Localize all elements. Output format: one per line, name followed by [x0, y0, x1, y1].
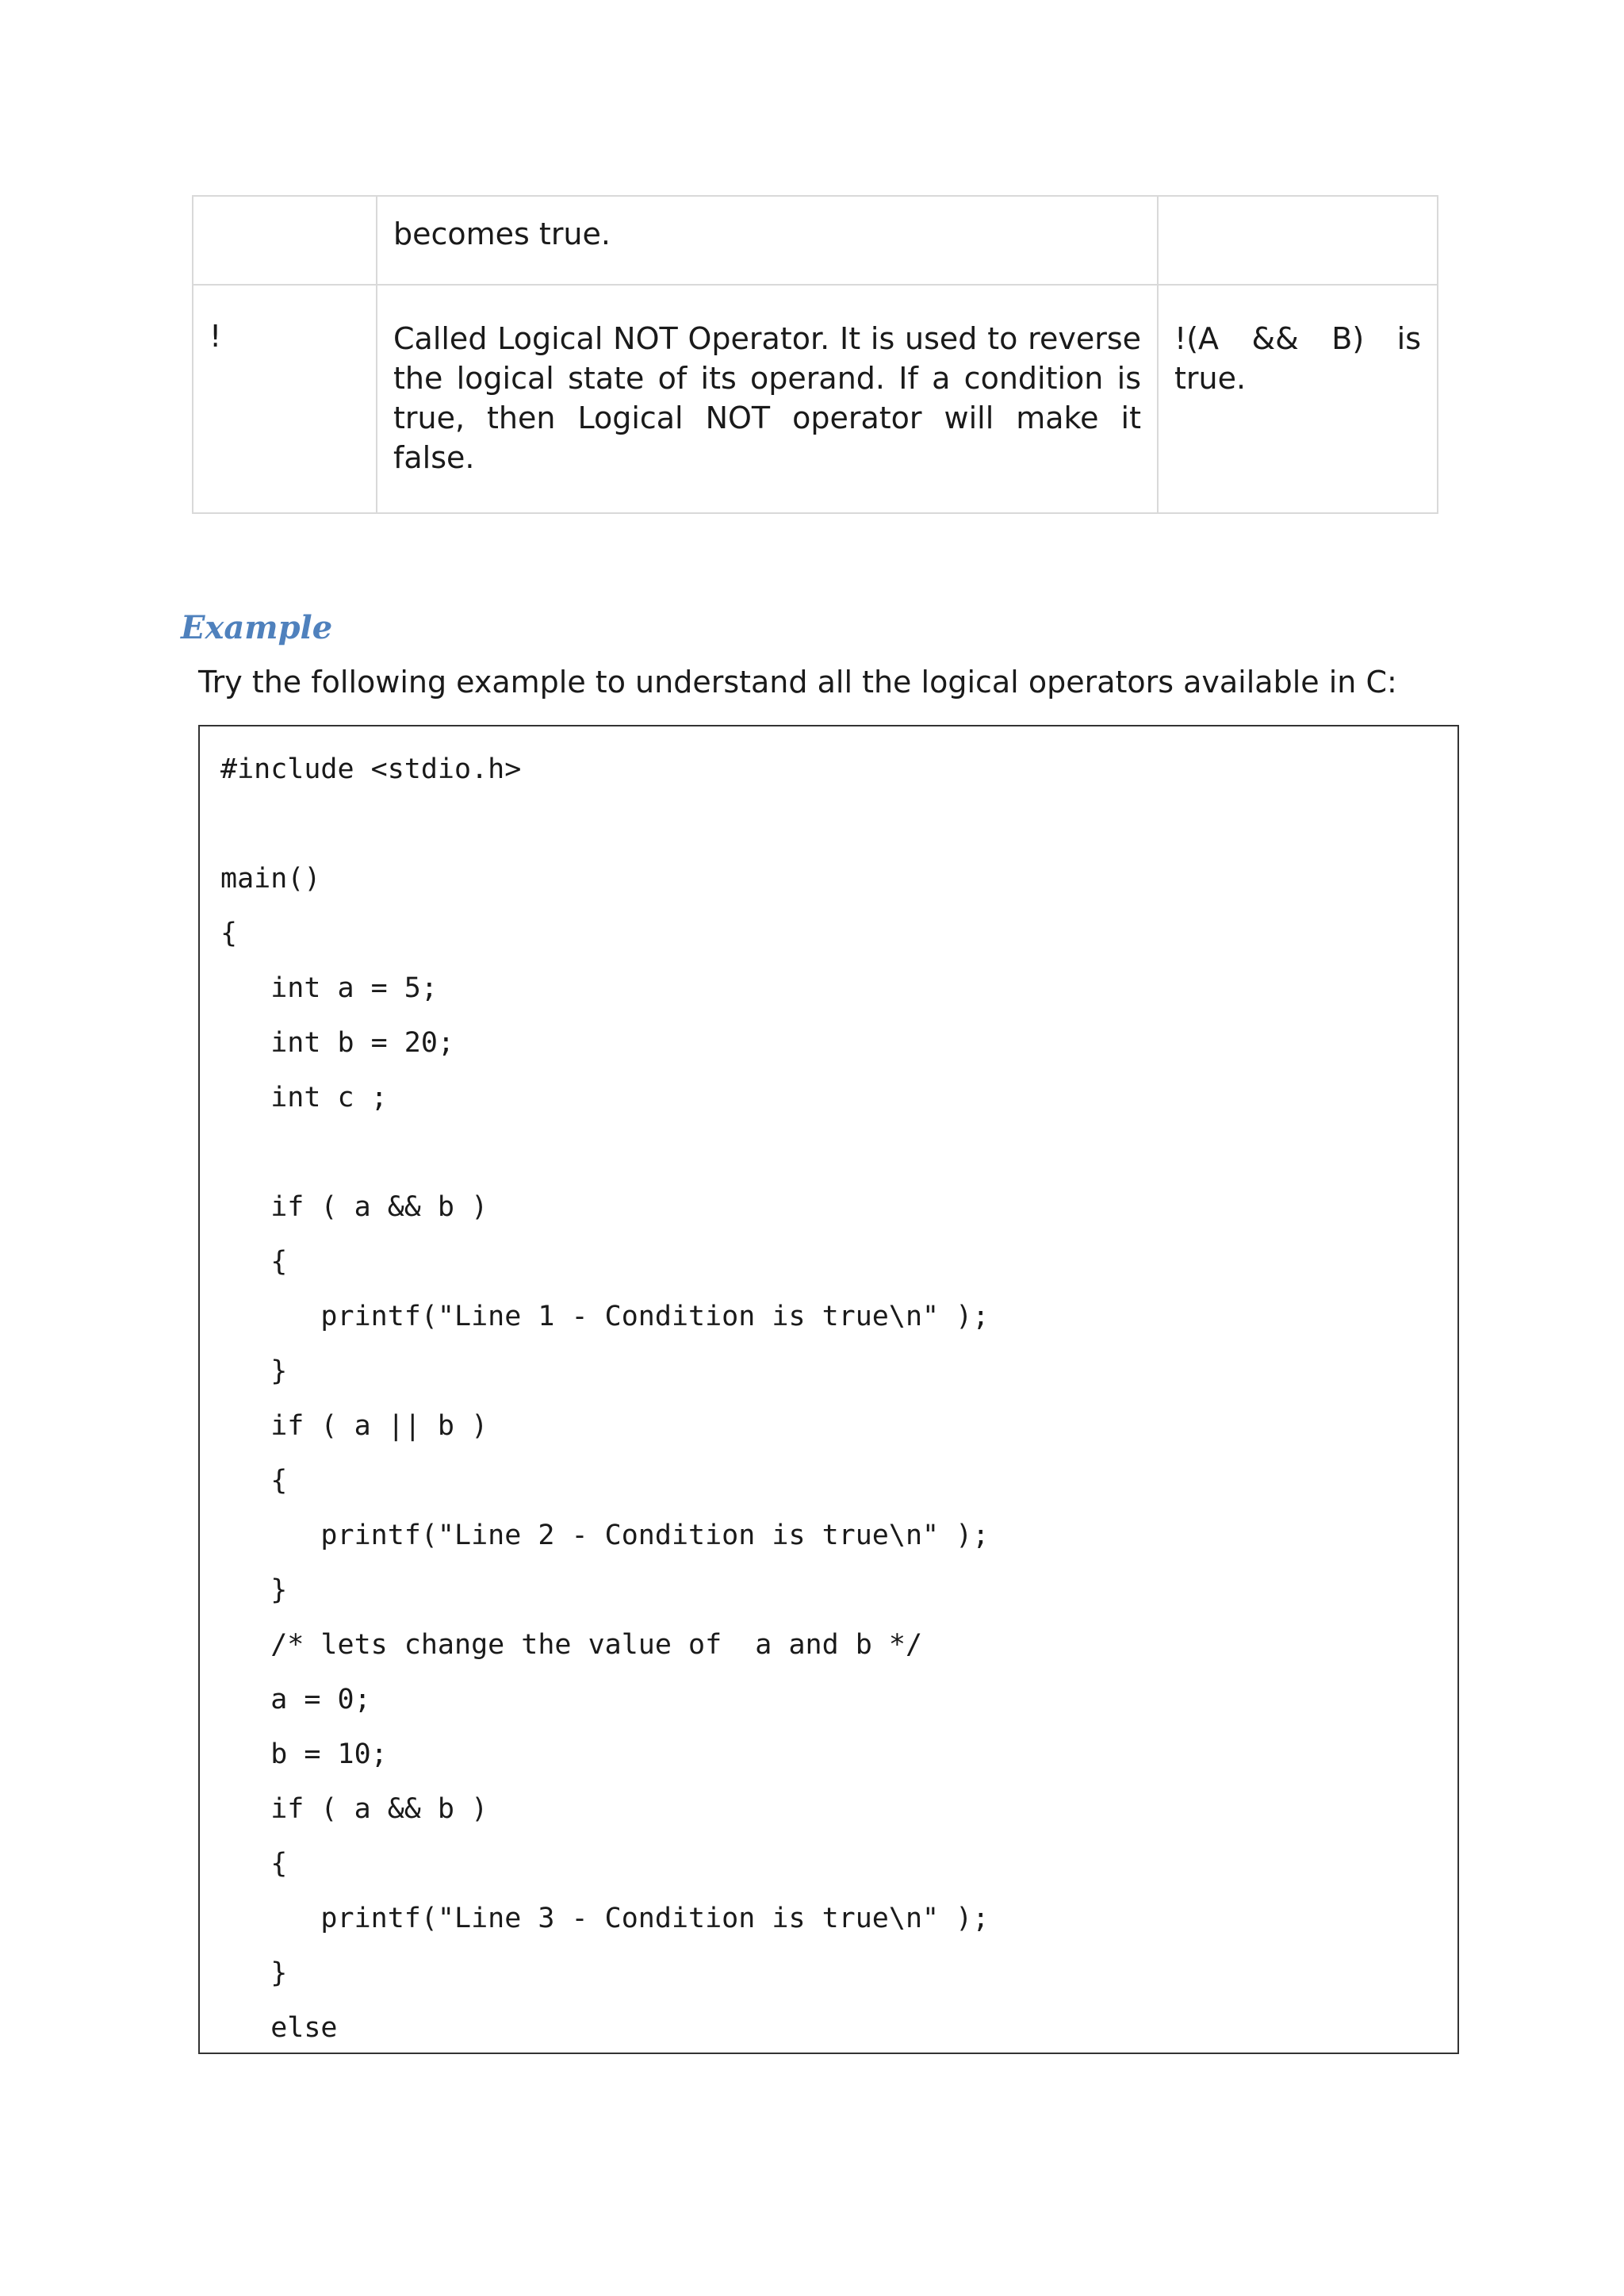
- code-block: [198, 725, 1459, 2054]
- description-cell: Called Logical NOT Operator. It is used to reverse the logical state of its operand. If a condition is true, then Logical NOT operator will make it false.: [377, 285, 1158, 513]
- code-line: }: [220, 1957, 288, 1989]
- code-line: int c ;: [220, 1082, 388, 1114]
- code-line: if ( a && b ): [220, 1191, 488, 1223]
- code-line: {: [220, 1465, 288, 1497]
- code-line: b = 10;: [220, 1738, 388, 1770]
- code-line: if ( a && b ): [220, 1793, 488, 1825]
- example-cell: !(A && B) is true.: [1158, 285, 1438, 513]
- code-line: main(): [220, 863, 321, 895]
- code-line: {: [220, 1848, 288, 1880]
- example-intro: Try the following example to understand all the logical operators available in C:: [198, 665, 1397, 700]
- code-line: }: [220, 1574, 288, 1606]
- table-row: [193, 285, 1438, 513]
- example-cell: [1158, 196, 1438, 285]
- table-row: [193, 196, 1438, 285]
- code-line: a = 0;: [220, 1684, 371, 1715]
- code-line: [220, 1125, 1442, 1180]
- code-lines: [220, 742, 1442, 2056]
- code-line: /* lets change the value of a and b */: [220, 1629, 923, 1661]
- operator-cell: !: [193, 285, 377, 513]
- description-cell: becomes true.: [377, 196, 1158, 285]
- code-line: int a = 5;: [220, 972, 438, 1004]
- code-line: int b = 20;: [220, 1027, 455, 1059]
- code-line: }: [220, 1355, 288, 1387]
- operator-cell: [193, 196, 377, 285]
- code-line: if ( a || b ): [220, 1410, 488, 1442]
- code-line: #include <stdio.h>: [220, 753, 522, 785]
- code-line: printf("Line 3 - Condition is true\n" );: [220, 1903, 990, 1934]
- code-line: [220, 797, 1442, 852]
- code-line: else: [220, 2012, 338, 2044]
- code-line: printf("Line 2 - Condition is true\n" );: [220, 1520, 990, 1551]
- code-line: {: [220, 1246, 288, 1278]
- example-heading: Example: [181, 609, 333, 646]
- code-line: {: [220, 918, 238, 949]
- code-line: printf("Line 1 - Condition is true\n" );: [220, 1301, 990, 1332]
- operators-table: [192, 195, 1438, 514]
